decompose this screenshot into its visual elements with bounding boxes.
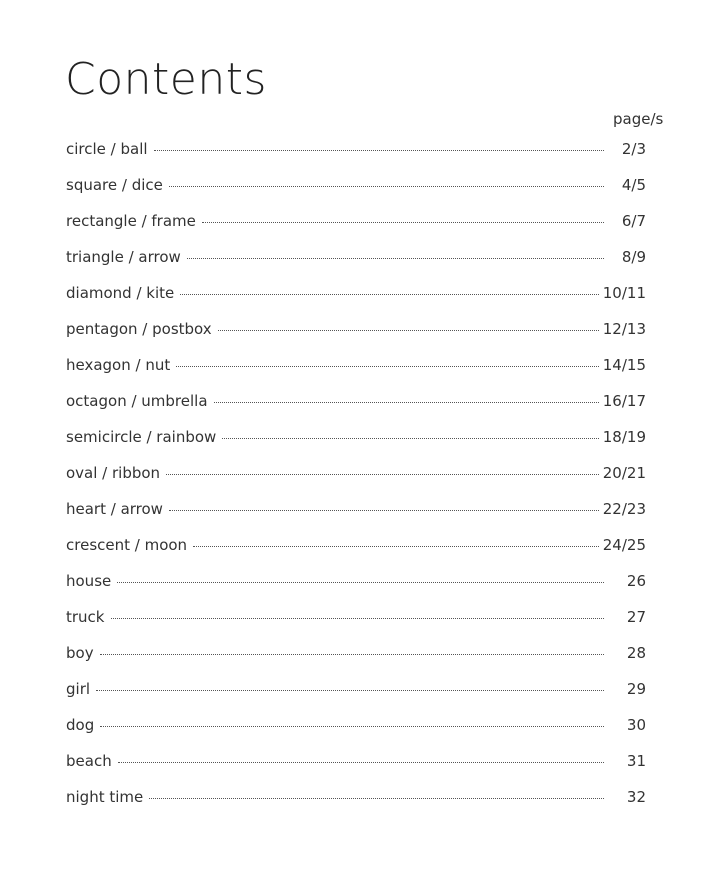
page-column-header: page/s <box>613 110 664 128</box>
toc-entry-label: girl <box>66 680 91 698</box>
dot-leader <box>193 546 599 547</box>
dot-leader <box>117 582 604 583</box>
toc-entry[interactable] <box>66 536 646 572</box>
toc-entry[interactable] <box>66 572 646 608</box>
toc-entry-label: square / dice <box>66 176 163 194</box>
toc-entry-page-number: 18/19 <box>602 428 646 446</box>
dot-leader <box>222 438 598 439</box>
dot-leader <box>176 366 599 367</box>
toc-entry-page-number: 2/3 <box>621 140 646 158</box>
dot-leader <box>149 798 604 799</box>
toc-entry-label: dog <box>66 716 95 734</box>
toc-entry-page-number: 28 <box>626 644 646 662</box>
toc-entry-label: night time <box>66 788 144 806</box>
toc-entry-page-number: 26 <box>626 572 646 590</box>
toc-entry-page-number: 16/17 <box>602 392 646 410</box>
toc-entry-page-number: 31 <box>626 752 646 770</box>
toc-entry[interactable] <box>66 428 646 464</box>
toc-entry-label: boy <box>66 644 94 662</box>
dot-leader <box>180 294 599 295</box>
dot-leader <box>214 402 599 403</box>
toc-entry-label: circle / ball <box>66 140 148 158</box>
toc-entry-page-number: 12/13 <box>602 320 646 338</box>
toc-entry[interactable] <box>66 140 646 176</box>
toc-entry-label: oval / ribbon <box>66 464 161 482</box>
dot-leader <box>96 690 604 691</box>
toc-entry-label: octagon / umbrella <box>66 392 208 410</box>
dot-leader <box>187 258 604 259</box>
toc-entry[interactable] <box>66 644 646 680</box>
toc-entry[interactable] <box>66 608 646 644</box>
toc-entry-label: crescent / moon <box>66 536 188 554</box>
toc-entry-label: pentagon / postbox <box>66 320 212 338</box>
dot-leader <box>100 654 604 655</box>
dot-leader <box>169 186 604 187</box>
dot-leader <box>202 222 604 223</box>
dot-leader <box>154 150 604 151</box>
toc-entry-label: heart / arrow <box>66 500 163 518</box>
dot-leader <box>218 330 599 331</box>
toc-entry-page-number: 8/9 <box>621 248 646 266</box>
toc-entry[interactable] <box>66 680 646 716</box>
toc-entry[interactable] <box>66 248 646 284</box>
toc-entry-label: beach <box>66 752 112 770</box>
toc-entry-page-number: 24/25 <box>602 536 646 554</box>
dot-leader <box>118 762 604 763</box>
toc-entry-label: diamond / kite <box>66 284 175 302</box>
toc-entry[interactable] <box>66 356 646 392</box>
toc-entry-label: semicircle / rainbow <box>66 428 217 446</box>
table-of-contents <box>66 140 646 824</box>
toc-entry-page-number: 20/21 <box>602 464 646 482</box>
toc-entry-page-number: 22/23 <box>602 500 646 518</box>
dot-leader <box>111 618 605 619</box>
toc-entry[interactable] <box>66 788 646 824</box>
toc-entry[interactable] <box>66 752 646 788</box>
toc-entry-page-number: 32 <box>626 788 646 806</box>
toc-entry[interactable] <box>66 392 646 428</box>
toc-entry[interactable] <box>66 716 646 752</box>
dot-leader <box>169 510 599 511</box>
toc-entry-page-number: 6/7 <box>621 212 646 230</box>
toc-entry-page-number: 27 <box>626 608 646 626</box>
toc-entry-label: house <box>66 572 112 590</box>
toc-entry-page-number: 30 <box>626 716 646 734</box>
dot-leader <box>166 474 599 475</box>
toc-entry[interactable] <box>66 464 646 500</box>
toc-entry-label: truck <box>66 608 105 626</box>
toc-entry[interactable] <box>66 500 646 536</box>
toc-entry[interactable] <box>66 176 646 212</box>
toc-entry-page-number: 29 <box>626 680 646 698</box>
toc-entry-label: rectangle / frame <box>66 212 196 230</box>
page-title: Contents <box>65 54 267 105</box>
toc-entry-page-number: 10/11 <box>602 284 646 302</box>
toc-entry-label: triangle / arrow <box>66 248 181 266</box>
toc-entry-page-number: 14/15 <box>602 356 646 374</box>
toc-entry[interactable] <box>66 284 646 320</box>
toc-entry-label: hexagon / nut <box>66 356 171 374</box>
dot-leader <box>100 726 604 727</box>
toc-entry-page-number: 4/5 <box>621 176 646 194</box>
toc-entry[interactable] <box>66 212 646 248</box>
toc-entry[interactable] <box>66 320 646 356</box>
